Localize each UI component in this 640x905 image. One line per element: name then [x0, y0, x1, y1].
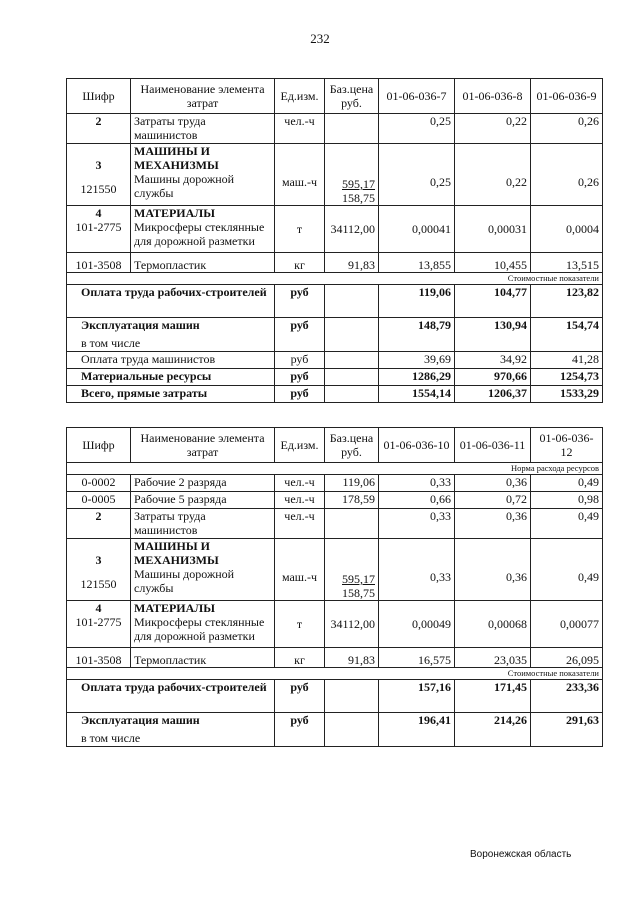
table-header-row [67, 428, 603, 463]
resource-table-2 [66, 427, 603, 747]
row-value-3: 0,26 [531, 114, 603, 144]
materials-section-code: 4 [95, 601, 102, 615]
material-code: 101-3508 [67, 253, 131, 273]
worker-name: Рабочие 5 разряда [131, 492, 275, 509]
cost-row [67, 285, 603, 318]
cost-name: Оплата труда машинистов [67, 352, 275, 369]
header-price: Баз.цена руб. [325, 79, 379, 114]
cost-row [67, 336, 603, 352]
cost-unit: руб [275, 386, 325, 403]
cost-value-1: 119,06 [379, 285, 455, 318]
cost-unit: руб [275, 285, 325, 318]
machines-value-1: 0,25 [379, 144, 455, 206]
cost-name: Оплата труда рабочих-строителей [67, 285, 275, 318]
table-row [67, 648, 603, 668]
section-label-norm: Норма расхода ресурсов [67, 463, 603, 475]
material-value-3: 26,095 [531, 648, 603, 668]
row-price [325, 509, 379, 539]
machines-section-code: 3 [95, 552, 102, 567]
cost-value-3: 233,36 [531, 680, 603, 713]
cost-value-2: 1206,37 [455, 386, 531, 403]
machines-section-title: МАШИНЫ И МЕХАНИЗМЫ [134, 144, 219, 172]
table-row [67, 492, 603, 509]
cost-name: Эксплуатация машин [67, 318, 275, 336]
table-row [67, 509, 603, 539]
header-col-2: 01-06-036-11 [455, 428, 531, 463]
material-price: 34112,00 [325, 601, 379, 648]
material-code: 101-3508 [67, 648, 131, 668]
material-name: Термопластик [131, 648, 275, 668]
worker-value-2: 0,36 [455, 475, 531, 492]
cost-name: Оплата труда рабочих-строителей [67, 680, 275, 713]
section-label-row [67, 273, 603, 285]
header-col-3: 01-06-036-9 [531, 79, 603, 114]
worker-value-3: 0,98 [531, 492, 603, 509]
cost-name: Материальные ресурсы [67, 369, 275, 386]
machines-value-3: 0,49 [531, 539, 603, 601]
cost-value-3: 154,74 [531, 318, 603, 336]
cost-unit: руб [275, 352, 325, 369]
header-unit: Ед.изм. [275, 428, 325, 463]
material-value-2: 23,035 [455, 648, 531, 668]
worker-value-2: 0,72 [455, 492, 531, 509]
table-row [67, 475, 603, 492]
header-code: Шифр [67, 79, 131, 114]
worker-unit: чел.-ч [275, 475, 325, 492]
row-code: 2 [67, 114, 131, 144]
material-unit: кг [275, 253, 325, 273]
resource-table-1 [66, 78, 603, 403]
material-value-3: 0,00077 [531, 601, 603, 648]
row-unit: чел.-ч [275, 114, 325, 144]
material-price: 34112,00 [325, 206, 379, 253]
page-number: 232 [310, 31, 330, 46]
worker-name: Рабочие 2 разряда [131, 475, 275, 492]
machines-price-2: 158,75 [342, 191, 375, 205]
header-price: Баз.цена руб. [325, 428, 379, 463]
row-value-1: 0,25 [379, 114, 455, 144]
cost-value-2: 130,94 [455, 318, 531, 336]
cost-row [67, 352, 603, 369]
cost-row [67, 731, 603, 747]
table-row-materials [67, 601, 603, 648]
material-value-3: 13,515 [531, 253, 603, 273]
header-name: Наименование элемента затрат [131, 79, 275, 114]
worker-code: 0-0002 [67, 475, 131, 492]
header-col-2: 01-06-036-8 [455, 79, 531, 114]
row-value-3: 0,49 [531, 509, 603, 539]
section-label-costs: Стоимостные показатели [67, 273, 603, 285]
cost-row [67, 318, 603, 336]
cost-value-2: 171,45 [455, 680, 531, 713]
section-label-row [67, 668, 603, 680]
table-row [67, 114, 603, 144]
worker-value-3: 0,49 [531, 475, 603, 492]
cost-value-2: 104,77 [455, 285, 531, 318]
machines-value-2: 0,22 [455, 144, 531, 206]
material-value-2: 0,00068 [455, 601, 531, 648]
materials-section-code: 4 [95, 206, 102, 220]
cost-value-1: 39,69 [379, 352, 455, 369]
cost-unit: руб [275, 369, 325, 386]
row-value-2: 0,22 [455, 114, 531, 144]
cost-value-1: 157,16 [379, 680, 455, 713]
cost-value-2: 214,26 [455, 713, 531, 731]
machines-unit: маш.-ч [275, 539, 325, 601]
cost-name: Эксплуатация машин [67, 713, 275, 731]
cost-value-3: 123,82 [531, 285, 603, 318]
material-value-1: 0,00049 [379, 601, 455, 648]
worker-value-1: 0,66 [379, 492, 455, 509]
table-header-row [67, 79, 603, 114]
header-col-1: 01-06-036-10 [379, 428, 455, 463]
cost-row [67, 369, 603, 386]
cost-unit: руб [275, 318, 325, 336]
materials-section-title: МАТЕРИАЛЫ [134, 206, 215, 220]
table-row-machines [67, 144, 603, 206]
cost-value-2: 34,92 [455, 352, 531, 369]
material-price: 91,83 [325, 648, 379, 668]
cost-value-3: 1254,73 [531, 369, 603, 386]
material-name: Микросферы стеклянные для дорожной разметки [134, 220, 265, 248]
header-col-1: 01-06-036-7 [379, 79, 455, 114]
material-value-3: 0,0004 [531, 206, 603, 253]
machines-value-1: 0,33 [379, 539, 455, 601]
row-price [325, 114, 379, 144]
row-code: 2 [67, 509, 131, 539]
material-value-1: 13,855 [379, 253, 455, 273]
header-col-3: 01-06-036-12 [531, 428, 603, 463]
cost-value-1: 1286,29 [379, 369, 455, 386]
table-row [67, 253, 603, 273]
cost-row [67, 713, 603, 731]
material-unit: кг [275, 648, 325, 668]
row-value-2: 0,36 [455, 509, 531, 539]
cost-name: в том числе [67, 336, 275, 352]
worker-unit: чел.-ч [275, 492, 325, 509]
machines-section-code: 3 [95, 157, 102, 172]
row-name: Затраты труда машинистов [131, 114, 275, 144]
cost-value-1: 1554,14 [379, 386, 455, 403]
material-price: 91,83 [325, 253, 379, 273]
machines-item-code: 121550 [80, 181, 117, 196]
machines-value-3: 0,26 [531, 144, 603, 206]
machines-item-code: 121550 [80, 576, 117, 591]
material-unit: т [275, 206, 325, 253]
footer-region: Воронежская область [470, 849, 572, 860]
material-code: 101-2775 [75, 220, 122, 234]
cost-value-1: 196,41 [379, 713, 455, 731]
cost-name: Всего, прямые затраты [67, 386, 275, 403]
cost-name: в том числе [67, 731, 275, 747]
machines-item-name: Машины дорожной службы [134, 567, 235, 595]
header-name: Наименование элемента затрат [131, 428, 275, 463]
cost-value-2: 970,66 [455, 369, 531, 386]
cost-value-1: 148,79 [379, 318, 455, 336]
material-code: 101-2775 [75, 615, 122, 629]
material-value-1: 0,00041 [379, 206, 455, 253]
worker-price: 119,06 [325, 475, 379, 492]
worker-price: 178,59 [325, 492, 379, 509]
cost-value-3: 41,28 [531, 352, 603, 369]
row-value-1: 0,33 [379, 509, 455, 539]
section-label-costs: Стоимостные показатели [67, 668, 603, 680]
worker-value-1: 0,33 [379, 475, 455, 492]
machines-price-1: 595,17 [342, 572, 375, 586]
material-value-2: 0,00031 [455, 206, 531, 253]
machines-price-2: 158,75 [342, 586, 375, 600]
cost-value-3: 291,63 [531, 713, 603, 731]
machines-section-title: МАШИНЫ И МЕХАНИЗМЫ [134, 539, 219, 567]
machines-unit: маш.-ч [275, 144, 325, 206]
machines-item-name: Машины дорожной службы [134, 172, 235, 200]
row-unit: чел.-ч [275, 509, 325, 539]
materials-section-title: МАТЕРИАЛЫ [134, 601, 215, 615]
machines-value-2: 0,36 [455, 539, 531, 601]
material-value-2: 10,455 [455, 253, 531, 273]
row-name: Затраты труда машинистов [131, 509, 275, 539]
material-unit: т [275, 601, 325, 648]
table-row-materials [67, 206, 603, 253]
cost-unit: руб [275, 680, 325, 713]
material-name: Термопластик [131, 253, 275, 273]
header-unit: Ед.изм. [275, 79, 325, 114]
cost-unit: руб [275, 713, 325, 731]
section-label-row [67, 463, 603, 475]
cost-row [67, 680, 603, 713]
table-row-machines [67, 539, 603, 601]
material-name: Микросферы стеклянные для дорожной разметки [134, 615, 265, 643]
cost-row [67, 386, 603, 403]
machines-price-1: 595,17 [342, 177, 375, 191]
header-code: Шифр [67, 428, 131, 463]
worker-code: 0-0005 [67, 492, 131, 509]
material-value-1: 16,575 [379, 648, 455, 668]
cost-value-3: 1533,29 [531, 386, 603, 403]
